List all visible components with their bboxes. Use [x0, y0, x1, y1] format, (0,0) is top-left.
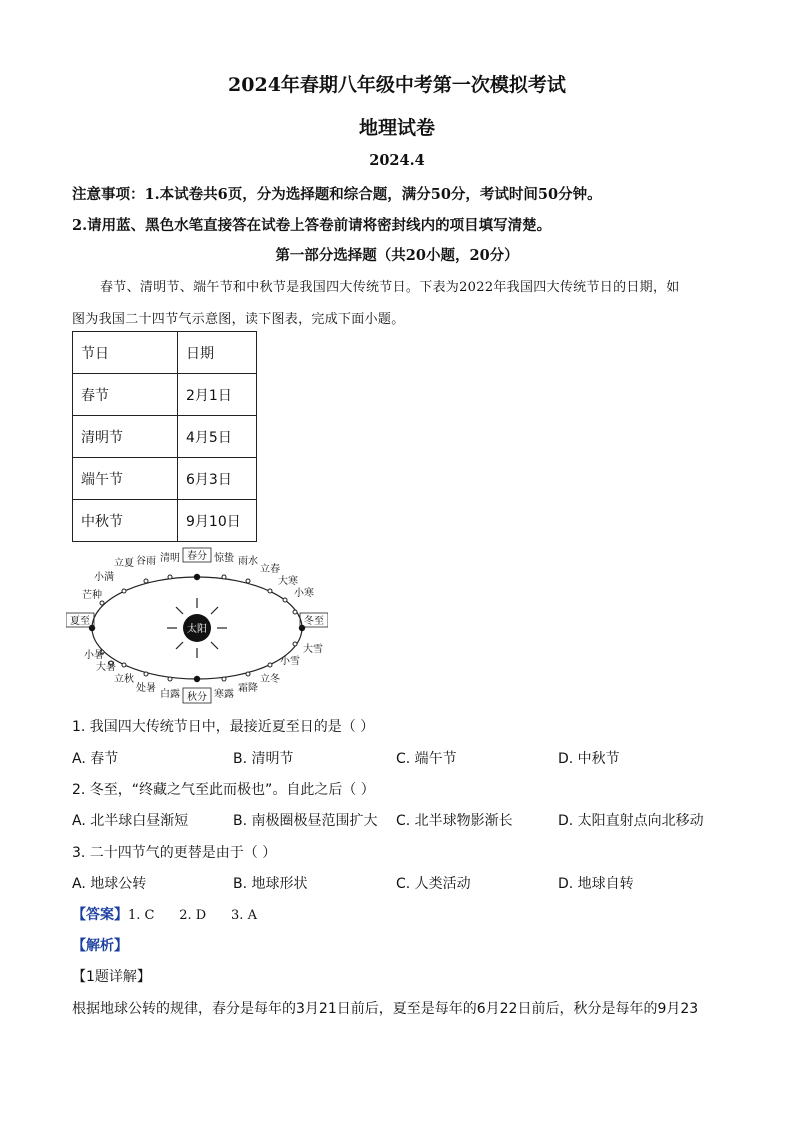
term-label: 小雪 [280, 656, 300, 667]
term-label: 白露 [160, 689, 180, 700]
detail-label: 【1题详解】 [72, 969, 151, 985]
question-1-option-c[interactable]: C. 端午节 [396, 751, 457, 767]
term-label: 惊蛰 [214, 553, 234, 564]
table-cell: 2月1日 [178, 374, 257, 416]
term-label: 芒种 [82, 590, 102, 601]
exam-title: 2024年春期八年级中考第一次模拟考试 [228, 74, 566, 96]
term-label: 立春 [260, 564, 280, 575]
section-title: 第一部分选择题（共20小题，20分） [275, 247, 519, 264]
question-1-stem: 1. 我国四大传统节日中，最接近夏至日的是（ ） [72, 719, 375, 735]
question-3-stem: 3. 二十四节气的更替是由于（ ） [72, 845, 277, 861]
question-1-option-d[interactable]: D. 中秋节 [558, 751, 620, 767]
term-label: 秋分 [187, 692, 207, 703]
term-label: 处暑 [136, 683, 156, 694]
question-3-option-d[interactable]: D. 地球自转 [558, 876, 634, 892]
term-label: 寒露 [214, 689, 234, 700]
analysis-text: 根据地球公转的规律，春分是每年的3月21日前后，夏至是每年的6月22日前后，秋分是每年的9月23 [72, 1001, 699, 1017]
holiday-table [72, 331, 257, 542]
term-label: 大寒 [278, 576, 298, 587]
question-2-stem: 2. 冬至，“终藏之气至此而极也”。自此之后（ ） [72, 782, 375, 798]
answer-line [72, 904, 257, 924]
table-header-cell: 节日 [73, 332, 178, 374]
term-label: 立秋 [114, 674, 134, 685]
term-label: 小暑 [84, 650, 104, 661]
question-1-option-a[interactable]: A. 春节 [72, 751, 119, 767]
table-cell: 端午节 [73, 458, 178, 500]
term-label: 春分 [187, 551, 207, 562]
exam-date: 2024.4 [369, 152, 425, 169]
answer-text: 1. C 2. D 3. A [128, 908, 257, 923]
term-label: 谷雨 [136, 556, 156, 567]
term-label: 清明 [160, 553, 180, 564]
table-cell: 4月5日 [178, 416, 257, 458]
table-cell: 清明节 [73, 416, 178, 458]
notice-line-1: 注意事项：1.本试卷共6页，分为选择题和综合题，满分50分，考试时间50分钟。 [72, 186, 602, 203]
question-2-option-b[interactable]: B. 南极圈极昼范围扩大 [233, 813, 378, 829]
analysis-label: 【解析】 [72, 938, 128, 954]
question-2-option-a[interactable]: A. 北半球白昼渐短 [72, 813, 189, 829]
table-row [73, 416, 257, 458]
sun-label: 太阳 [187, 624, 207, 635]
term-label: 小寒 [294, 588, 314, 599]
question-3-option-a[interactable]: A. 地球公转 [72, 876, 147, 892]
table-row [73, 458, 257, 500]
table-cell: 6月3日 [178, 458, 257, 500]
term-label: 冬至 [304, 616, 324, 627]
term-label: 大暑 [96, 662, 116, 673]
table-cell: 9月10日 [178, 500, 257, 542]
table-header-row [73, 332, 257, 374]
table-cell: 中秋节 [73, 500, 178, 542]
term-label: 小满 [94, 572, 114, 583]
table-header-cell: 日期 [178, 332, 257, 374]
term-label: 立冬 [260, 674, 280, 685]
question-1-option-b[interactable]: B. 清明节 [233, 751, 294, 767]
table-row [73, 500, 257, 542]
answer-label: 【答案】 [72, 907, 128, 923]
table-row [73, 374, 257, 416]
term-label: 夏至 [70, 616, 90, 627]
term-label: 立夏 [114, 558, 134, 569]
term-label: 霜降 [238, 683, 258, 694]
exam-subject: 地理试卷 [358, 117, 435, 139]
question-3-option-c[interactable]: C. 人类活动 [396, 876, 471, 892]
notice-line-2: 2.请用蓝、黑色水笔直接答在试卷上答卷前请将密封线内的项目填写清楚。 [72, 217, 552, 234]
intro-line-1: 春节、清明节、端午节和中秋节是我国四大传统节日。下表为2022年我国四大传统节日的日期，如 [100, 280, 680, 295]
term-label: 雨水 [238, 556, 258, 567]
table-cell: 春节 [73, 374, 178, 416]
question-2-option-c[interactable]: C. 北半球物影渐长 [396, 813, 513, 829]
question-3-option-b[interactable]: B. 地球形状 [233, 876, 308, 892]
question-2-option-d[interactable]: D. 太阳直射点向北移动 [558, 813, 704, 829]
term-label: 大雪 [303, 644, 323, 655]
intro-line-2: 图为我国二十四节气示意图，读下图表，完成下面小题。 [72, 312, 405, 327]
solar-terms-diagram [66, 540, 328, 712]
